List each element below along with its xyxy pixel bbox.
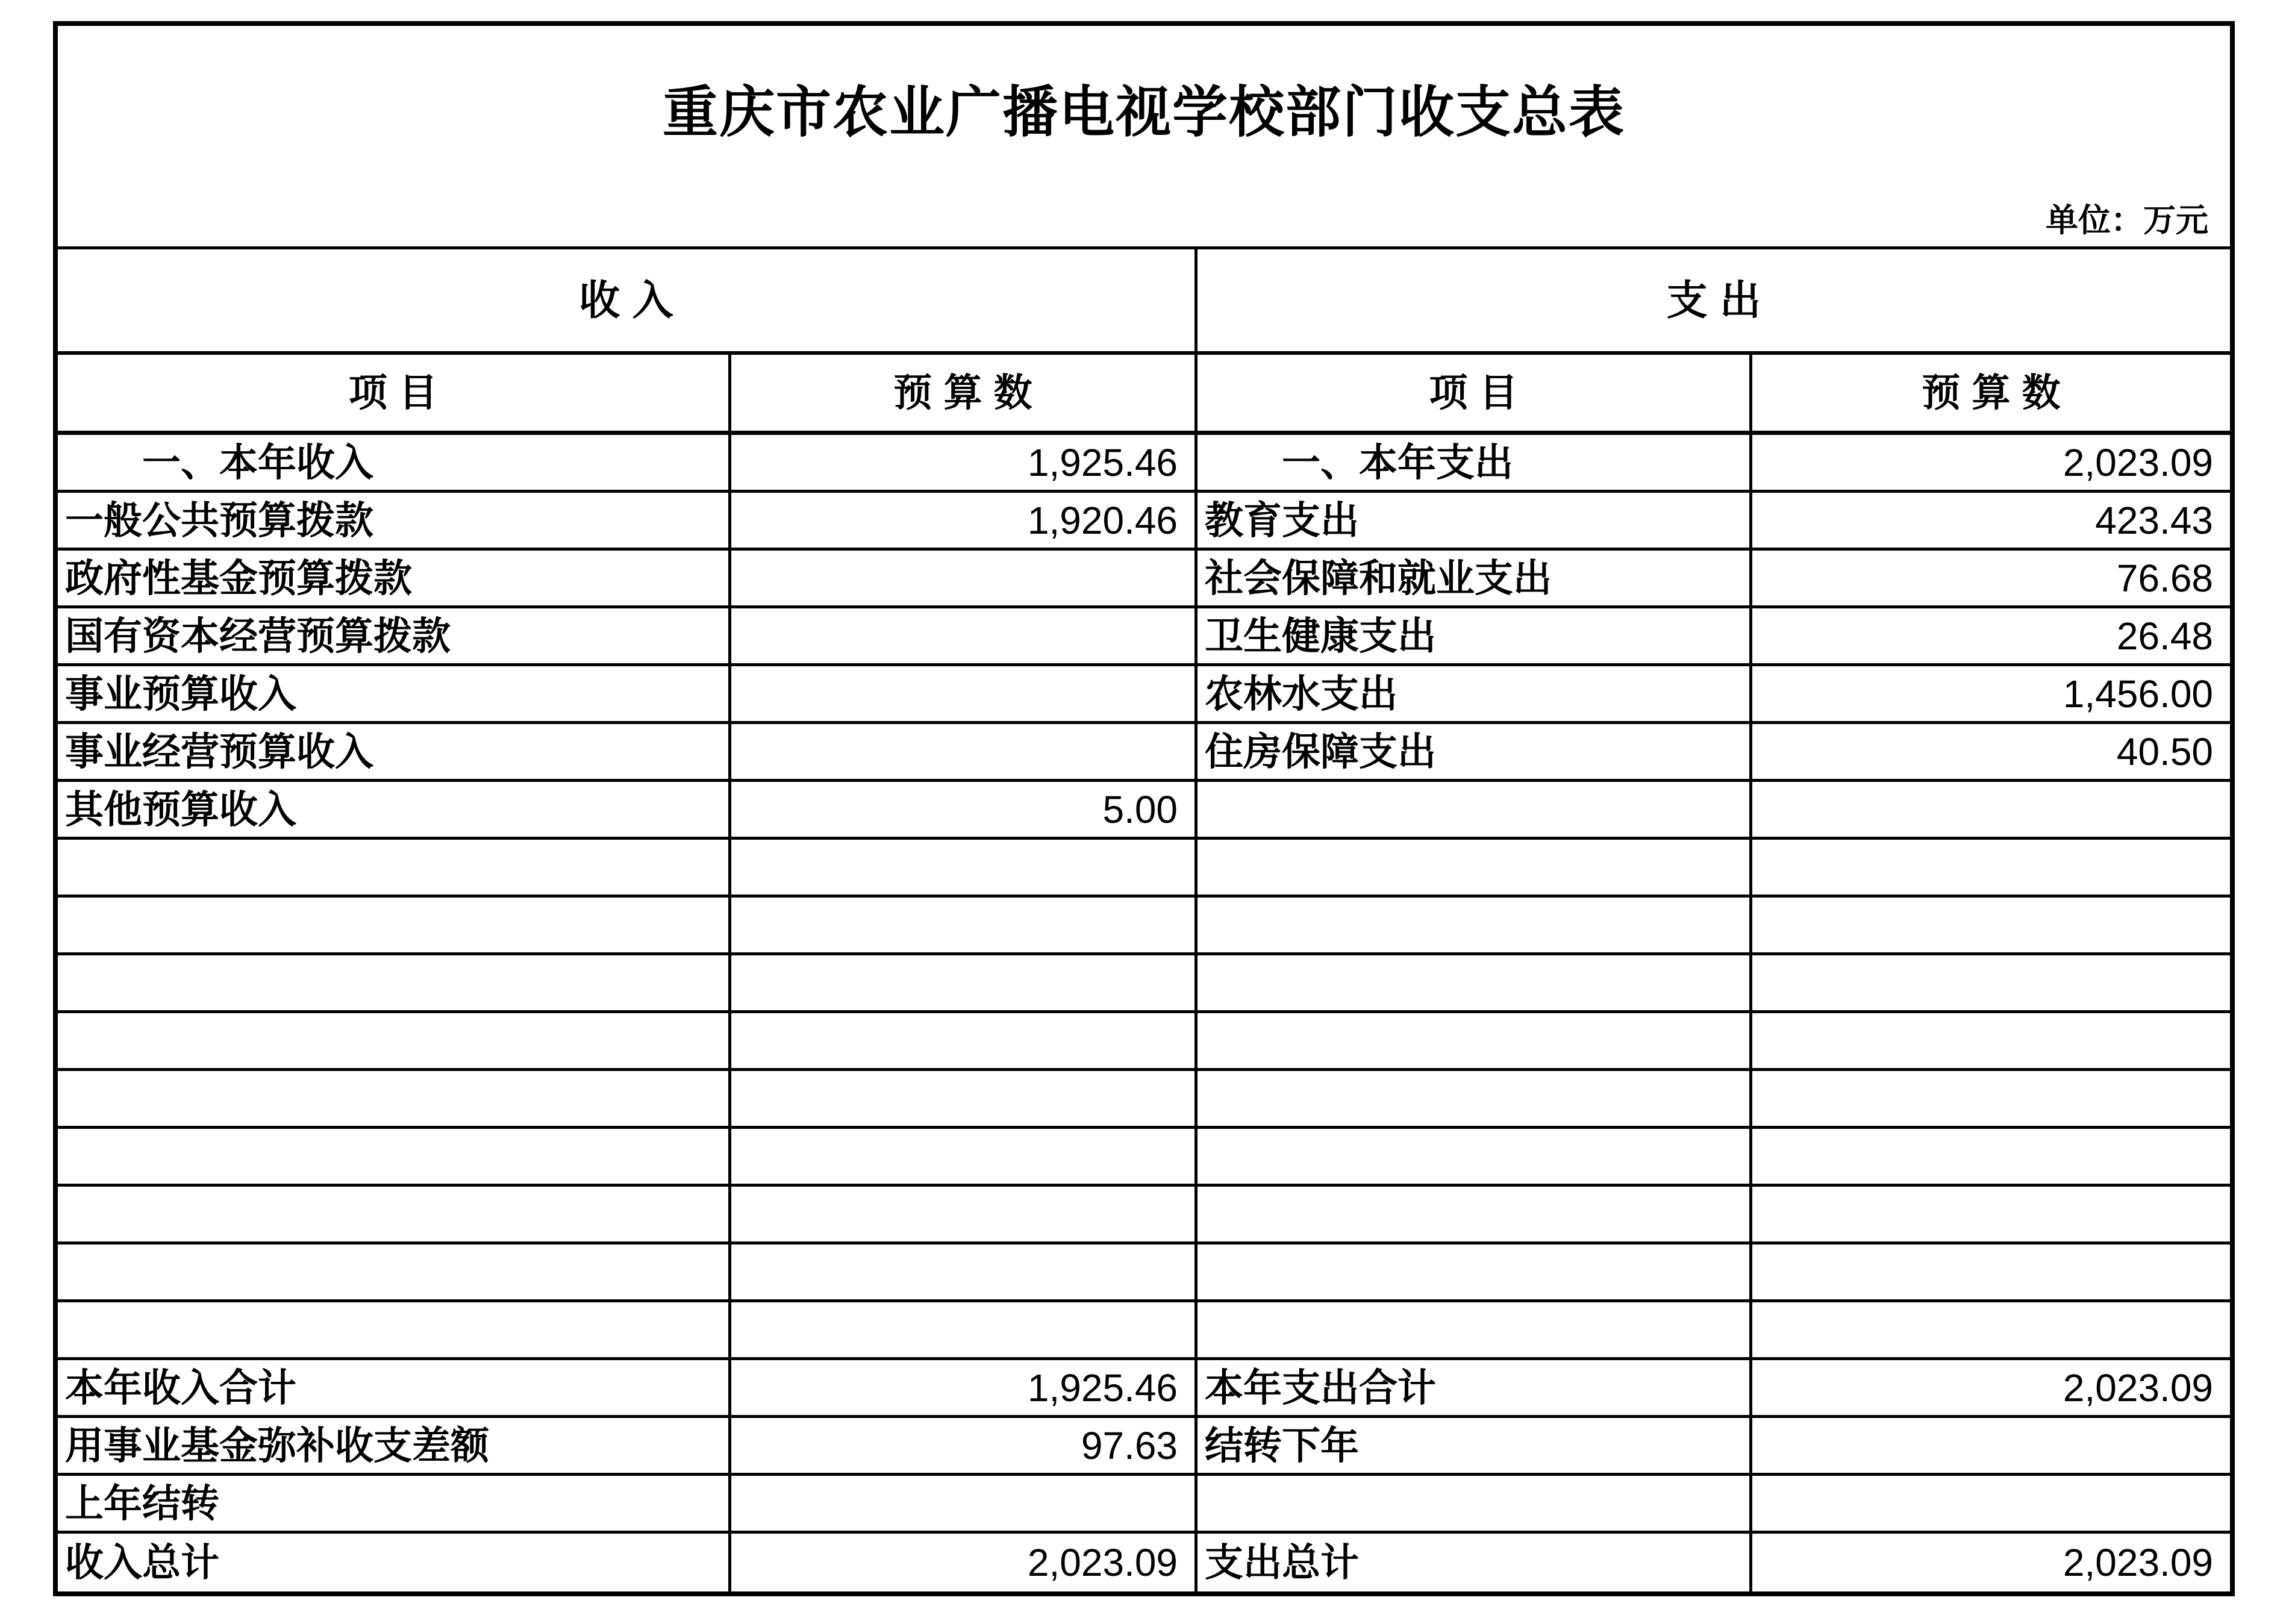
expense-value-cell: 26.48 (1752, 608, 2230, 666)
income-value-cell (731, 551, 1198, 608)
expense-item-cell (1198, 782, 1752, 840)
income-section-header: 收入 (58, 249, 1198, 355)
unit-note: 单位：万元 (2046, 202, 2208, 239)
expense-value-cell (1752, 1418, 2230, 1476)
expense-value-cell (1752, 840, 2230, 898)
expense-budget-header: 预算数 (1752, 355, 2230, 435)
expense-value-cell: 40.50 (1752, 724, 2230, 782)
income-value-cell: 1,920.46 (731, 493, 1198, 551)
income-item-cell: 一般公共预算拨款 (58, 493, 731, 551)
expense-value-cell: 2,023.09 (1752, 1360, 2230, 1418)
expense-value-cell (1752, 1129, 2230, 1187)
income-item-cell (58, 898, 731, 955)
income-item-cell: 事业预算收入 (58, 666, 731, 724)
income-value-cell: 5.00 (731, 782, 1198, 840)
income-item-cell (58, 1302, 731, 1360)
income-item-cell: 上年结转 (58, 1476, 731, 1534)
income-value-cell (731, 1302, 1198, 1360)
expense-value-cell: 2,023.09 (2063, 1541, 2213, 1584)
income-value-cell (731, 840, 1198, 898)
expense-item-cell: 一、本年支出 (1198, 435, 1752, 493)
expense-value-cell: 423.43 (1752, 493, 2230, 551)
income-item-cell: 收入总计 (58, 1534, 731, 1591)
income-item-cell (58, 1013, 731, 1071)
expense-section-header: 支出 (1198, 249, 2230, 355)
income-value-cell: 1,925.46 (731, 1360, 1198, 1418)
income-value-cell: 97.63 (731, 1418, 1198, 1476)
expense-item-cell (1198, 1187, 1752, 1245)
income-item-cell: 其他预算收入 (58, 782, 731, 840)
income-value-cell (731, 608, 1198, 666)
expense-value-cell (1752, 782, 2230, 840)
expense-item-cell (1198, 898, 1752, 955)
income-item-header: 项目 (58, 355, 731, 435)
income-item-cell: 政府性基金预算拨款 (58, 551, 731, 608)
expense-value-cell (1752, 1187, 2230, 1245)
income-value-cell (731, 724, 1198, 782)
income-value-cell (731, 1245, 1198, 1302)
expense-item-cell: 农林水支出 (1198, 666, 1752, 724)
expense-item-cell: 本年支出合计 (1198, 1360, 1752, 1418)
income-item-cell (58, 1129, 731, 1187)
income-value-cell (731, 1129, 1198, 1187)
expense-value-cell (1752, 1476, 2230, 1534)
income-value-cell: 2,023.09 (731, 1534, 1198, 1591)
expense-item-cell (1198, 1129, 1752, 1187)
income-item-cell (58, 1245, 731, 1302)
expense-item-header: 项目 (1198, 355, 1752, 435)
income-item-cell: 事业经营预算收入 (58, 724, 731, 782)
income-budget-header: 预算数 (731, 355, 1198, 435)
income-value-cell (731, 1071, 1198, 1129)
table-title-block (58, 26, 2230, 249)
expense-value-cell: 1,456.00 (1752, 666, 2230, 724)
income-value-cell (731, 955, 1198, 1013)
income-item-cell (58, 1187, 731, 1245)
expense-item-cell: 支出总计 (1198, 1534, 1752, 1591)
income-value-cell (731, 1013, 1198, 1071)
expense-value-cell: 76.68 (1752, 551, 2230, 608)
budget-table (53, 21, 2235, 1596)
income-item-cell (58, 840, 731, 898)
income-item-cell: 国有资本经营预算拨款 (58, 608, 731, 666)
expense-item-cell: 教育支出 (1198, 493, 1752, 551)
expense-item-cell (1198, 1302, 1752, 1360)
expense-item-cell (1198, 1071, 1752, 1129)
expense-value-cell: 2,023.09 (1752, 435, 2230, 493)
expense-value-cell (1752, 1013, 2230, 1071)
expense-item-cell (1198, 1476, 1752, 1534)
income-value-cell: 1,925.46 (731, 435, 1198, 493)
expense-item-cell (1198, 955, 1752, 1013)
expense-item-cell (1198, 840, 1752, 898)
income-item-cell (58, 1071, 731, 1129)
income-item-cell: 本年收入合计 (58, 1360, 731, 1418)
expense-item-cell: 卫生健康支出 (1198, 608, 1752, 666)
expense-item-cell: 结转下年 (1198, 1418, 1752, 1476)
expense-value-cell (1752, 955, 2230, 1013)
page-title: 重庆市农业广播电视学校部门收支总表 (662, 82, 1625, 143)
income-value-cell (731, 666, 1198, 724)
expense-item-cell: 住房保障支出 (1198, 724, 1752, 782)
income-item-cell: 用事业基金弥补收支差额 (58, 1418, 731, 1476)
income-value-cell (731, 1476, 1198, 1534)
expense-value-cell (1752, 1245, 2230, 1302)
expense-item-cell (1198, 1013, 1752, 1071)
income-item-cell: 一、本年收入 (58, 435, 731, 493)
income-value-cell (731, 898, 1198, 955)
income-value-cell (731, 1187, 1198, 1245)
expense-item-cell (1198, 1245, 1752, 1302)
expense-value-cell (1752, 1302, 2230, 1360)
income-item-cell (58, 955, 731, 1013)
expense-value-cell (1752, 1071, 2230, 1129)
expense-item-cell: 社会保障和就业支出 (1198, 551, 1752, 608)
expense-value-cell (1752, 898, 2230, 955)
